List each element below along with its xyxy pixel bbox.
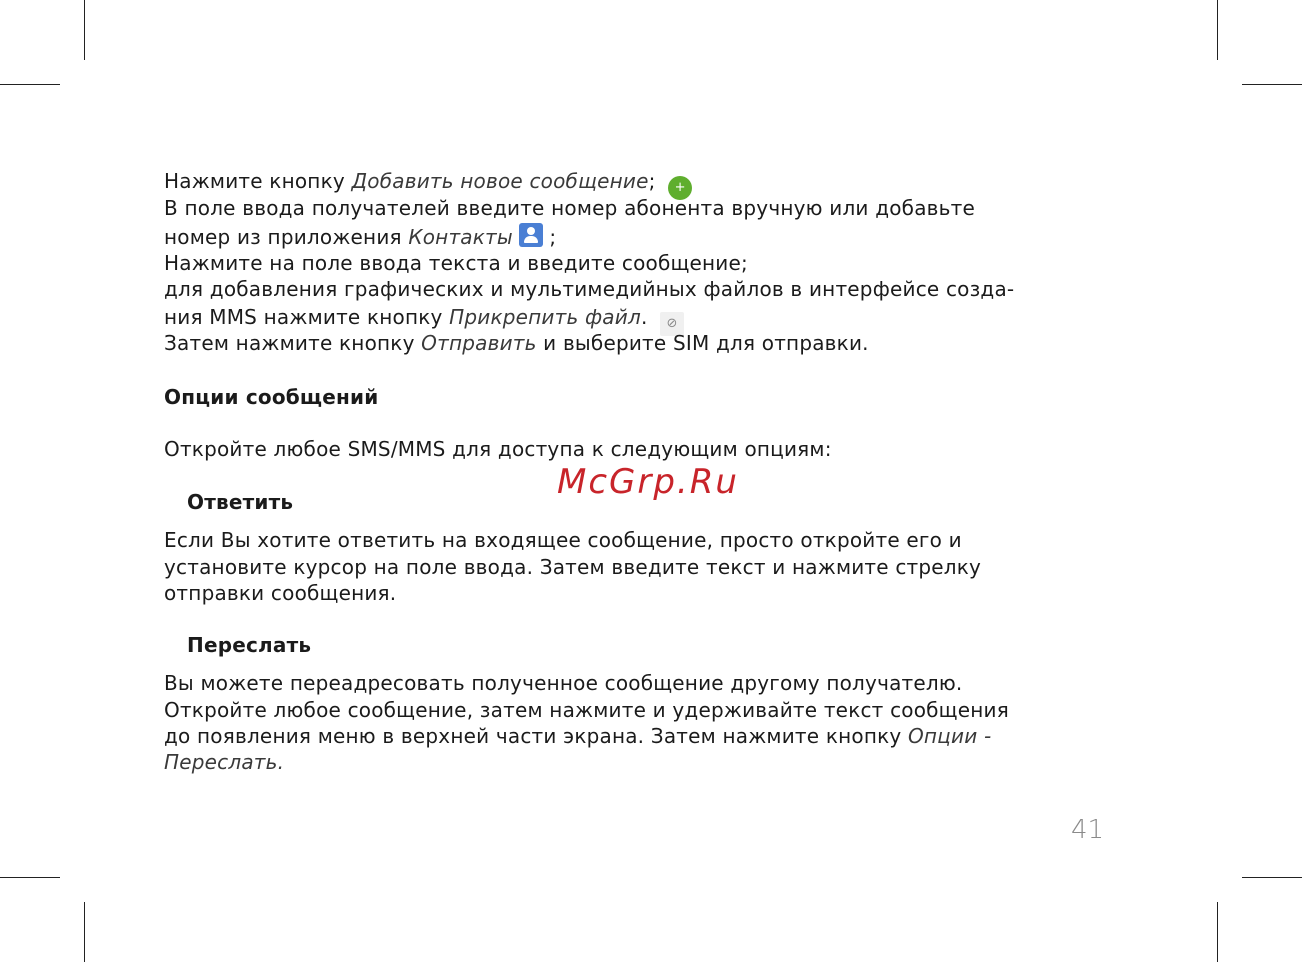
watermark: McGrp.Ru <box>557 462 739 502</box>
instruction-emphasis: Прикрепить файл <box>449 305 641 329</box>
instruction-line: для добавления графических и мультимедийных файлов в интерфейсе созда- <box>164 277 1015 301</box>
section-heading: Опции сообщений <box>164 385 379 409</box>
paragraph-line: Если Вы хотите ответить на входящее сообщение, просто откройте его и <box>164 528 962 552</box>
instruction-emphasis: Отправить <box>421 331 537 355</box>
paragraph-emphasis: Переслать. <box>164 750 285 774</box>
instruction-tail: . <box>640 305 648 329</box>
crop-mark <box>1242 84 1302 85</box>
paragraph-line <box>164 723 991 749</box>
crop-mark <box>1217 902 1218 962</box>
crop-mark <box>0 84 60 85</box>
subsection-heading: Ответить <box>187 490 294 514</box>
instruction-emphasis: Добавить новое сообщение <box>351 169 649 193</box>
instruction-line: В поле ввода получателей введите номер абонента вручную или добавьте <box>164 196 975 220</box>
paragraph-line: Откройте любое сообщение, затем нажмите и удерживайте текст сообщения <box>164 698 1009 722</box>
page-number: 41 <box>1071 815 1105 845</box>
instruction-text: Затем нажмите кнопку <box>164 331 422 355</box>
instruction-text: номер из приложения <box>164 225 409 249</box>
crop-mark <box>0 877 60 878</box>
paragraph-text: до появления меню в верхней части экрана. Затем нажмите кнопку <box>164 724 908 748</box>
instruction-emphasis: Контакты <box>408 225 513 249</box>
paperclip-icon: ⊘ <box>660 312 684 336</box>
instruction-tail: ; <box>542 225 557 249</box>
paragraph-line: установите курсор на поле ввода. Затем введите текст и нажмите стрелку <box>164 555 982 579</box>
plus-icon: + <box>668 176 692 200</box>
contact-icon <box>519 223 543 247</box>
crop-mark <box>1217 0 1218 60</box>
paragraph-line: Вы можете переадресовать полученное сообщение другому получателю. <box>164 671 963 695</box>
crop-mark <box>84 0 85 60</box>
crop-mark <box>84 902 85 962</box>
paragraph-line: Откройте любое SMS/MMS для доступа к следующим опциям: <box>164 437 832 461</box>
instruction-text: ния MMS нажмите кнопку <box>164 305 450 329</box>
subsection-heading: Переслать <box>187 633 312 657</box>
instruction-tail: ; <box>648 169 656 193</box>
paragraph-line <box>164 749 284 775</box>
paragraph-line: отправки сообщения. <box>164 581 397 605</box>
instruction-tail: и выберите SIM для отправки. <box>536 331 869 355</box>
instruction-line: Нажмите на поле ввода текста и введите сообщение; <box>164 251 748 275</box>
instruction-line <box>164 330 869 356</box>
instruction-text: Нажмите кнопку <box>164 169 352 193</box>
instruction-line <box>164 223 556 250</box>
crop-mark <box>1242 877 1302 878</box>
paragraph-emphasis: Опции - <box>907 724 992 748</box>
